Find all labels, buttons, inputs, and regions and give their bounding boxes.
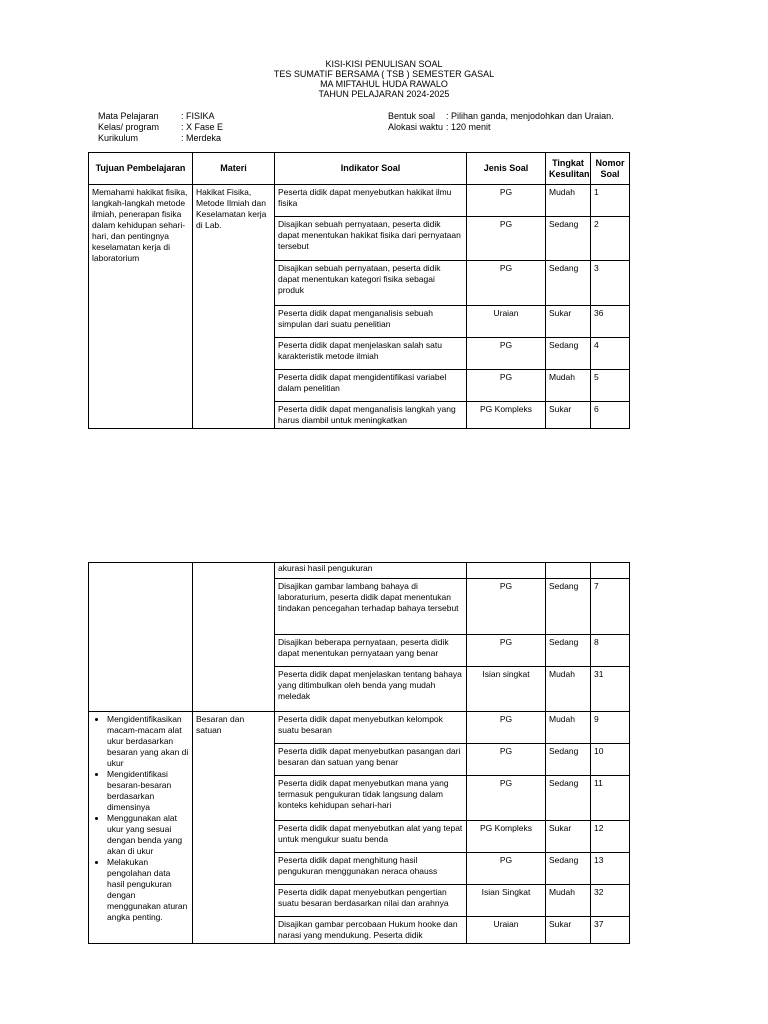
jenis-cell: PG <box>467 370 546 402</box>
indikator-cell: Disajikan beberapa pernyataan, peserta didik dapat menentukan pernyataan yang benar <box>275 635 467 667</box>
table-header-row <box>89 153 630 185</box>
meta-label: Alokasi waktu <box>388 122 444 132</box>
nomor-cell: 9 <box>591 712 630 744</box>
tingkat-cell: Sedang <box>546 579 591 635</box>
jenis-cell: Isian Singkat <box>467 885 546 917</box>
nomor-cell: 10 <box>591 744 630 776</box>
jenis-cell: Uraian <box>467 306 546 338</box>
jenis-cell: PG <box>467 635 546 667</box>
indikator-cell: Peserta didik dapat menyebutkan kelompok suatu besaran <box>275 712 467 744</box>
jenis-cell: PG <box>467 776 546 821</box>
table-row <box>89 563 630 579</box>
meta-label: Kelas/ program <box>98 122 160 132</box>
tingkat-cell <box>546 563 591 579</box>
meta-value: : Pilihan ganda, menjodohkan dan Uraian. <box>446 111 614 121</box>
header-line: KISI-KISI PENULISAN SOAL <box>325 59 443 69</box>
table-row <box>89 185 630 217</box>
indikator-cell: Peserta didik dapat menyebutkan pengertian suatu besaran berdasarkan nilai dan arahnya <box>275 885 467 917</box>
tujuan-cell: Memahami hakikat fisika, langkah-langkah metode ilmiah, penerapan fisika dalam kehidupan sehari-hari, dan pentingnya keselamatan kerja di laboratorium <box>89 185 193 429</box>
column-header: Tingkat Kesulitan <box>546 153 591 185</box>
tingkat-cell: Sedang <box>546 261 591 306</box>
indikator-cell: akurasi hasil pengukuran <box>275 563 467 579</box>
header-line: TES SUMATIF BERSAMA ( TSB ) SEMESTER GASAL <box>273 69 495 79</box>
tingkat-cell: Mudah <box>546 185 591 217</box>
jenis-cell <box>467 563 546 579</box>
meta-value: : FISIKA <box>181 111 215 121</box>
nomor-cell: 8 <box>591 635 630 667</box>
nomor-cell: 2 <box>591 217 630 261</box>
document-header <box>0 59 768 99</box>
meta-value: : X Fase E <box>181 122 224 132</box>
jenis-cell: PG <box>467 338 546 370</box>
tingkat-cell: Sukar <box>546 402 591 429</box>
meta-left <box>98 111 223 144</box>
nomor-cell: 4 <box>591 338 630 370</box>
tingkat-cell: Sukar <box>546 917 591 944</box>
materi-cell: Besaran dan satuan <box>193 712 275 944</box>
jenis-cell: PG <box>467 579 546 635</box>
tingkat-cell: Sedang <box>546 338 591 370</box>
nomor-cell: 7 <box>591 579 630 635</box>
tingkat-cell: Mudah <box>546 712 591 744</box>
nomor-cell: 5 <box>591 370 630 402</box>
nomor-cell: 11 <box>591 776 630 821</box>
jenis-cell: PG <box>467 853 546 885</box>
indikator-cell: Peserta didik dapat menyebutkan alat yang tepat untuk mengukur suatu benda <box>275 821 467 853</box>
column-header: Jenis Soal <box>467 153 546 185</box>
indikator-cell: Peserta didik dapat menyebutkan pasangan dari besaran dan satuan yang benar <box>275 744 467 776</box>
nomor-cell: 32 <box>591 885 630 917</box>
indikator-cell: Peserta didik dapat menjelaskan tentang bahaya yang ditimbulkan oleh benda yang mudah meledak <box>275 667 467 712</box>
indikator-cell: Peserta didik dapat mengidentifikasi variabel dalam penelitian <box>275 370 467 402</box>
jenis-cell: PG <box>467 185 546 217</box>
column-header: Indikator Soal <box>275 153 467 185</box>
tingkat-cell: Sukar <box>546 821 591 853</box>
indikator-cell: Peserta didik dapat menghitung hasil pengukuran menggunakan neraca ohauss <box>275 853 467 885</box>
indikator-cell: Disajikan gambar lambang bahaya di laboraturium, peserta didik dapat menentukan tindakan pencegahan terhadap bahaya tersebut <box>275 579 467 635</box>
nomor-cell: 1 <box>591 185 630 217</box>
nomor-cell: 31 <box>591 667 630 712</box>
indikator-cell: Disajikan gambar percobaan Hukum hooke dan narasi yang mendukung. Peserta didik <box>275 917 467 944</box>
jenis-cell: PG <box>467 744 546 776</box>
indikator-cell: Peserta didik dapat menjelaskan salah satu karakteristik metode ilmiah <box>275 338 467 370</box>
tingkat-cell: Sedang <box>546 776 591 821</box>
list-item: • Menggunakan alat ukur yang sesuai dengan benda yang akan di ukur <box>107 813 189 857</box>
tingkat-cell: Sukar <box>546 306 591 338</box>
column-header: Tujuan Pembelajaran <box>89 153 193 185</box>
list-item: • Mengidentifikasikan macam-macam alat ukur berdasarkan besaran yang akan di ukur <box>107 714 189 769</box>
indikator-cell: Peserta didik dapat menganalisis langkah yang harus diambil untuk meningkatkan <box>275 402 467 429</box>
list-item: • Melakukan pengolahan data hasil pengukuran dengan menggunakan aturan angka penting. <box>107 857 189 923</box>
tingkat-cell: Sedang <box>546 744 591 776</box>
tingkat-cell: Mudah <box>546 667 591 712</box>
indikator-cell: Disajikan sebuah pernyataan, peserta didik dapat menentukan hakikat fisika dari pernyataan tersebut <box>275 217 467 261</box>
column-header: Nomor Soal <box>591 153 630 185</box>
nomor-cell: 12 <box>591 821 630 853</box>
indikator-cell: Disajikan sebuah pernyataan, peserta didik dapat menentukan kategori fisika sebagai produk <box>275 261 467 306</box>
jenis-cell: Isian singkat <box>467 667 546 712</box>
nomor-cell: 36 <box>591 306 630 338</box>
jenis-cell: PG <box>467 217 546 261</box>
jenis-cell: PG <box>467 261 546 306</box>
tujuan-cell <box>89 563 193 712</box>
jenis-cell: PG <box>467 712 546 744</box>
nomor-cell <box>591 563 630 579</box>
nomor-cell: 3 <box>591 261 630 306</box>
tingkat-cell: Mudah <box>546 370 591 402</box>
column-header: Materi <box>193 153 275 185</box>
indikator-cell: Peserta didik dapat menyebutkan hakikat ilmu fisika <box>275 185 467 217</box>
indikator-cell: Peserta didik dapat menyebutkan mana yang termasuk pengukuran tidak langsung dalam konteks kehidupan sehari-hari <box>275 776 467 821</box>
nomor-cell: 37 <box>591 917 630 944</box>
kisi-kisi-table-2 <box>88 562 630 944</box>
materi-cell: Hakikat Fisika, Metode Ilmiah dan Keselamatan kerja di Lab. <box>193 185 275 429</box>
header-line: TAHUN PELAJARAN 2024-2025 <box>318 89 450 99</box>
meta-label: Kurikulum <box>98 133 139 143</box>
materi-cell <box>193 563 275 712</box>
nomor-cell: 6 <box>591 402 630 429</box>
tujuan-list <box>92 714 189 923</box>
jenis-cell: PG Kompleks <box>467 821 546 853</box>
meta-label: Mata Pelajaran <box>98 111 159 121</box>
meta-value: : 120 menit <box>446 122 491 132</box>
indikator-cell: Peserta didik dapat menganalisis sebuah simpulan dari suatu penelitian <box>275 306 467 338</box>
meta-value: : Merdeka <box>181 133 222 143</box>
kisi-kisi-table-1 <box>88 152 630 429</box>
nomor-cell: 13 <box>591 853 630 885</box>
meta-label: Bentuk soal <box>388 111 436 121</box>
jenis-cell: Uraian <box>467 917 546 944</box>
table-row <box>89 712 630 744</box>
tingkat-cell: Sedang <box>546 217 591 261</box>
jenis-cell: PG Kompleks <box>467 402 546 429</box>
meta-right <box>388 111 614 133</box>
tujuan-cell <box>89 712 193 944</box>
tingkat-cell: Sedang <box>546 853 591 885</box>
list-item: • Mengidentifikasi besaran-besaran berdasarkan dimensinya <box>107 769 189 813</box>
header-line: MA MIFTAHUL HUDA RAWALO <box>320 79 448 89</box>
tingkat-cell: Mudah <box>546 885 591 917</box>
tingkat-cell: Sedang <box>546 635 591 667</box>
